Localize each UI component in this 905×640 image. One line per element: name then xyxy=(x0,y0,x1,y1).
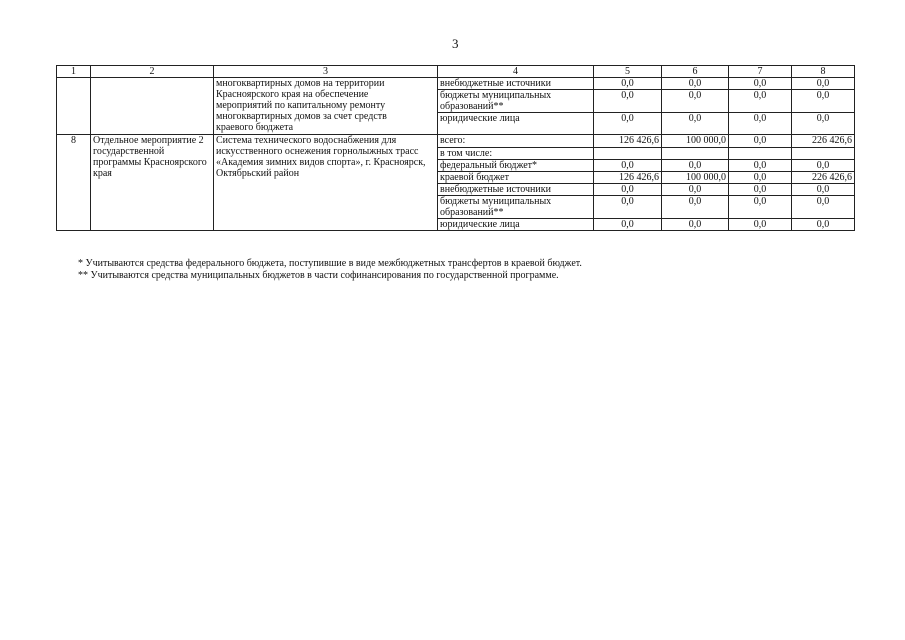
source-cell: федеральный бюджет* xyxy=(438,160,594,172)
object-line: мероприятий по капитальному ремонту xyxy=(216,100,386,111)
value-cell: 0,0 xyxy=(729,90,792,113)
value-cell: 0,0 xyxy=(792,196,855,219)
value-cell: 100 000,0 xyxy=(662,172,729,184)
footnote-federal: * Учитываются средства федерального бюджета, поступившие в виде межбюджетных трансфертов в краевой бюджет. xyxy=(78,258,582,269)
value-cell: 0,0 xyxy=(792,184,855,196)
source-cell: юридические лица xyxy=(438,219,594,231)
cell-name-empty xyxy=(91,78,214,135)
value-cell: 0,0 xyxy=(594,196,662,219)
footnote-municipal: ** Учитываются средства муниципальных бюджетов в части софинансирования по государственной программе. xyxy=(78,270,559,281)
value-cell: 0,0 xyxy=(594,184,662,196)
value-cell: 100 000,0 xyxy=(662,135,729,148)
header-cell: 5 xyxy=(594,66,662,78)
value-cell: 0,0 xyxy=(792,78,855,90)
value-cell: 0,0 xyxy=(792,160,855,172)
value-cell: 0,0 xyxy=(792,113,855,135)
cell-name: Отдельное мероприятие 2 государственной программы Красноярского края xyxy=(91,135,214,231)
table-row xyxy=(57,135,855,148)
header-cell: 2 xyxy=(91,66,214,78)
value-cell xyxy=(729,148,792,160)
source-cell: внебюджетные источники xyxy=(438,184,594,196)
value-cell: 0,0 xyxy=(662,219,729,231)
object-line: многоквартирных домов на территории xyxy=(216,78,385,89)
value-cell: 0,0 xyxy=(792,219,855,231)
value-cell: 0,0 xyxy=(594,90,662,113)
object-line: краевого бюджета xyxy=(216,122,294,133)
table-header-row xyxy=(57,66,855,78)
source-cell: краевой бюджет xyxy=(438,172,594,184)
value-cell: 0,0 xyxy=(729,160,792,172)
value-cell: 0,0 xyxy=(729,184,792,196)
budget-table xyxy=(56,65,855,231)
value-cell: 0,0 xyxy=(729,78,792,90)
value-cell: 0,0 xyxy=(594,219,662,231)
value-cell: 226 426,6 xyxy=(792,172,855,184)
cell-number: 8 xyxy=(57,135,91,231)
value-cell: 0,0 xyxy=(662,184,729,196)
value-cell xyxy=(662,148,729,160)
object-line: многоквартирных домов за счет средств xyxy=(216,111,387,122)
cell-object: Система технического водоснабжения для искусственного оснежения горнолыжных трасс «Академия зимних видов спорта», г. Красноярск, Октябрьский район xyxy=(214,135,438,231)
source-cell: всего: xyxy=(438,135,594,148)
header-cell: 7 xyxy=(729,66,792,78)
table-row xyxy=(57,78,855,90)
cell-number-empty xyxy=(57,78,91,135)
header-cell: 6 xyxy=(662,66,729,78)
value-cell xyxy=(594,148,662,160)
value-cell: 0,0 xyxy=(594,160,662,172)
header-cell: 3 xyxy=(214,66,438,78)
source-cell: бюджеты муниципальных образований** xyxy=(438,196,594,219)
value-cell: 0,0 xyxy=(662,90,729,113)
page-number: 3 xyxy=(452,36,459,51)
value-cell: 226 426,6 xyxy=(792,135,855,148)
value-cell: 0,0 xyxy=(662,160,729,172)
header-cell: 1 xyxy=(57,66,91,78)
object-line: Красноярского края на обеспечение xyxy=(216,89,369,100)
value-cell: 0,0 xyxy=(662,78,729,90)
value-cell: 0,0 xyxy=(729,172,792,184)
value-cell: 0,0 xyxy=(792,90,855,113)
value-cell: 0,0 xyxy=(594,78,662,90)
value-cell: 0,0 xyxy=(594,113,662,135)
value-cell: 126 426,6 xyxy=(594,135,662,148)
value-cell xyxy=(792,148,855,160)
footnotes xyxy=(78,258,582,282)
value-cell: 0,0 xyxy=(729,113,792,135)
value-cell: 0,0 xyxy=(662,113,729,135)
cell-object-continued xyxy=(214,78,438,135)
value-cell: 126 426,6 xyxy=(594,172,662,184)
source-cell: внебюджетные источники xyxy=(438,78,594,90)
value-cell: 0,0 xyxy=(729,196,792,219)
header-cell: 4 xyxy=(438,66,594,78)
value-cell: 0,0 xyxy=(729,135,792,148)
source-cell: в том числе: xyxy=(438,148,594,160)
header-cell: 8 xyxy=(792,66,855,78)
value-cell: 0,0 xyxy=(729,219,792,231)
source-cell: бюджеты муниципальных образований** xyxy=(438,90,594,113)
source-cell: юридические лица xyxy=(438,113,594,135)
value-cell: 0,0 xyxy=(662,196,729,219)
